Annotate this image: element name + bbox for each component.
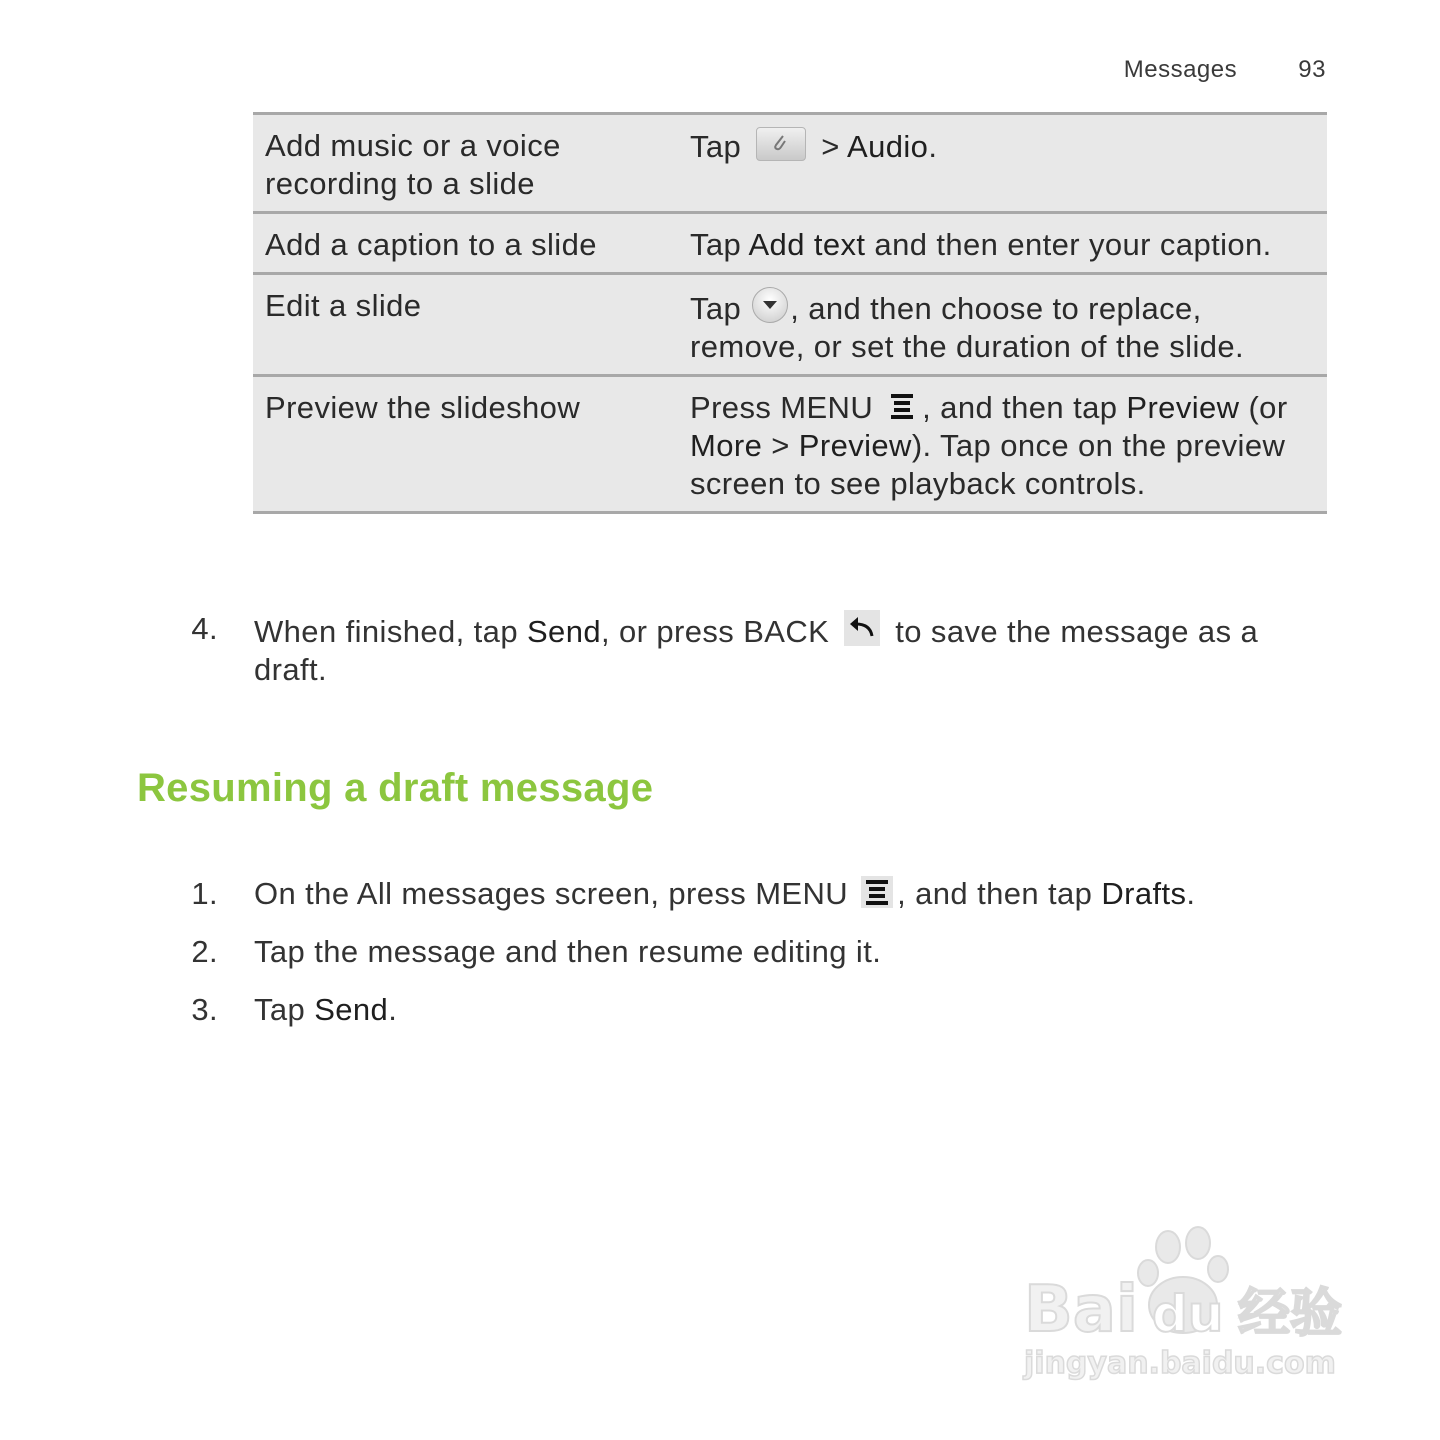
step-text [254,991,1324,1029]
ui-term-audio: Audio [847,129,929,164]
table-row [253,114,1327,213]
instruction-text: When finished, tap [254,614,527,649]
step-number: 1. [191,876,218,911]
step-text [254,875,1324,913]
instruction-text: On the All messages screen, press MENU [254,876,849,911]
draft-steps-list [0,875,1440,1029]
instruction-cell [672,274,1327,376]
ui-term-preview: Preview [1126,390,1240,425]
slideshow-options-table [253,112,1327,514]
ui-term-preview: Preview [798,428,912,463]
ui-term-add-text: Add text [748,227,866,262]
instruction-text: Tap [254,992,315,1027]
menu-icon [861,876,893,908]
ui-term-send: Send [526,614,601,649]
list-item [0,875,1440,913]
instruction-text: Press MENU [690,390,874,425]
table-row [253,376,1327,513]
step-text: Tap the message and then resume editing it. [254,934,882,969]
paperclip-attach-icon [756,127,806,161]
ui-term-drafts: Drafts [1101,876,1187,911]
svg-text:Bai: Bai [1024,1273,1138,1347]
svg-text:du: du [1152,1285,1224,1343]
action-cell: Edit a slide [265,288,422,323]
instruction-text: , or press BACK [600,614,830,649]
instruction-text: and then enter your caption. [865,227,1272,262]
dropdown-arrow-icon [752,287,788,323]
instruction-text: . [928,129,938,164]
instruction-text: > [821,129,848,164]
baidu-watermark-logo [1020,1225,1360,1395]
instruction-text: (or [1239,390,1288,425]
header-section: Messages [1123,56,1238,83]
instruction-cell [672,213,1327,274]
instruction-text: . [388,992,398,1027]
instruction-text: Tap [690,291,742,326]
step-number: 2. [191,934,218,969]
instruction-text: , and then tap [897,876,1102,911]
instruction-text: , and then choose to replace, remove, or set the duration of the slide. [690,291,1245,364]
table-row [253,274,1327,376]
action-cell: Add a caption to a slide [265,227,597,262]
action-cell: Add music or a voice recording to a slide [265,128,561,201]
instruction-text: . [1186,876,1196,911]
list-item [0,610,1440,689]
instruction-text: to save the message as a draft. [254,614,1259,687]
instruction-text: Tap [690,129,742,164]
menu-icon [886,390,918,422]
instruction-cell [672,114,1327,213]
step-text [254,610,1324,689]
step-list [0,610,1440,689]
action-cell: Preview the slideshow [265,390,581,425]
svg-text:经验: 经验 [1238,1284,1343,1344]
ui-term-send: Send [314,992,389,1027]
table-row [253,213,1327,274]
back-arrow-icon [844,610,880,646]
instruction-text: , and then tap [922,390,1127,425]
step-number: 4. [191,611,218,646]
svg-text:jingyan.baidu.com: jingyan.baidu.com [1024,1346,1336,1381]
instruction-text: ). Tap once on the preview screen to see playback controls. [690,428,1286,501]
page-number: 93 [1298,56,1326,83]
step-number: 3. [191,992,218,1027]
instruction-text: > [762,428,799,463]
section-heading: Resuming a draft message [137,766,654,810]
list-item [0,933,1440,971]
page-header [1124,56,1326,84]
instruction-cell [672,376,1327,513]
instruction-text: Tap [690,227,749,262]
list-item [0,991,1440,1029]
ui-term-more: More [690,428,763,463]
